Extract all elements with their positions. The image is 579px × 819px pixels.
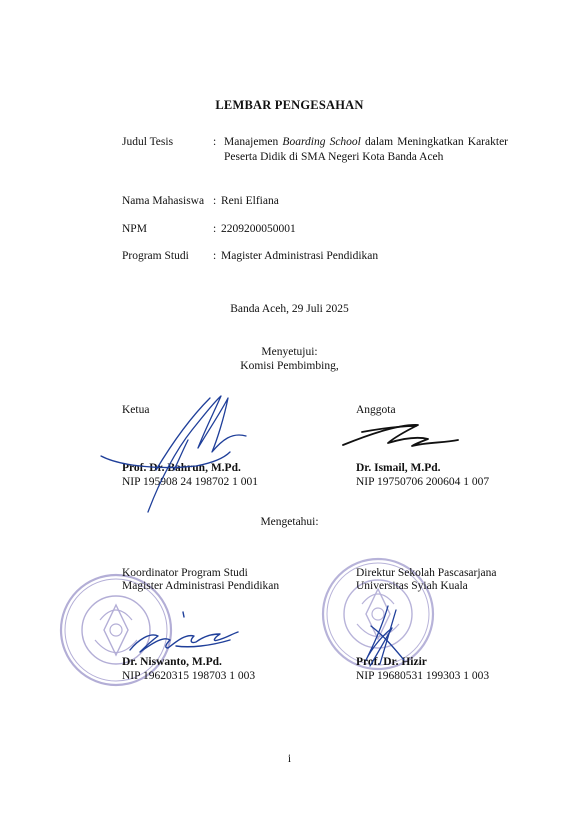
page-number: i <box>287 753 292 765</box>
nama-separator: : <box>213 195 217 207</box>
approval-line1: Menyetujui: <box>261 346 318 358</box>
ketua-name: Prof. Dr. Bahrun, M.Pd. <box>122 462 241 474</box>
direktur-nip: NIP 19680531 199303 1 003 <box>356 670 490 682</box>
mengetahui: Mengetahui: <box>260 516 319 528</box>
signature-ketua <box>101 396 246 512</box>
koordinator-name: Dr. Niswanto, M.Pd. <box>122 656 222 668</box>
direktur-role-line1: Direktur Sekolah Pascasarjana <box>356 567 497 579</box>
signature-direktur <box>366 606 404 666</box>
prodi-label: Program Studi <box>122 250 189 262</box>
judul-separator: : <box>213 136 217 148</box>
npm-value: 2209200050001 <box>221 223 296 235</box>
direktur-role-line2: Universitas Syiah Kuala <box>356 580 468 592</box>
judul-value: Manajemen Boarding School dalam Meningkatkan Karakter Peserta Didik di SMA Negeri Kota Banda Aceh <box>224 136 508 163</box>
ketua-nip: NIP 195908 24 198702 1 001 <box>122 476 258 488</box>
nama-value: Reni Elfiana <box>221 195 279 207</box>
nama-label: Nama Mahasiswa <box>122 195 205 207</box>
signature-koordinator <box>130 612 238 652</box>
prodi-value: Magister Administrasi Pendidikan <box>221 250 379 262</box>
approval-line2: Komisi Pembimbing, <box>240 360 339 372</box>
judul-label: Judul Tesis <box>122 136 174 148</box>
koordinator-nip: NIP 19620315 198703 1 003 <box>122 670 256 682</box>
koordinator-role-line2: Magister Administrasi Pendidikan <box>122 580 280 592</box>
page-title: LEMBAR PENGESAHAN <box>215 98 364 112</box>
koordinator-role-line1: Koordinator Program Studi <box>122 567 248 579</box>
signature-anggota <box>343 425 458 446</box>
anggota-nip: NIP 19750706 200604 1 007 <box>356 476 490 488</box>
npm-label: NPM <box>122 223 147 235</box>
place-date: Banda Aceh, 29 Juli 2025 <box>230 303 349 315</box>
ketua-role: Ketua <box>122 404 150 416</box>
direktur-name: Prof. Dr. Hizir <box>356 656 427 668</box>
prodi-separator: : <box>213 250 217 262</box>
anggota-role: Anggota <box>356 404 396 416</box>
npm-separator: : <box>213 223 217 235</box>
anggota-name: Dr. Ismail, M.Pd. <box>356 462 441 474</box>
judul-value-italic: Boarding School <box>282 136 361 148</box>
